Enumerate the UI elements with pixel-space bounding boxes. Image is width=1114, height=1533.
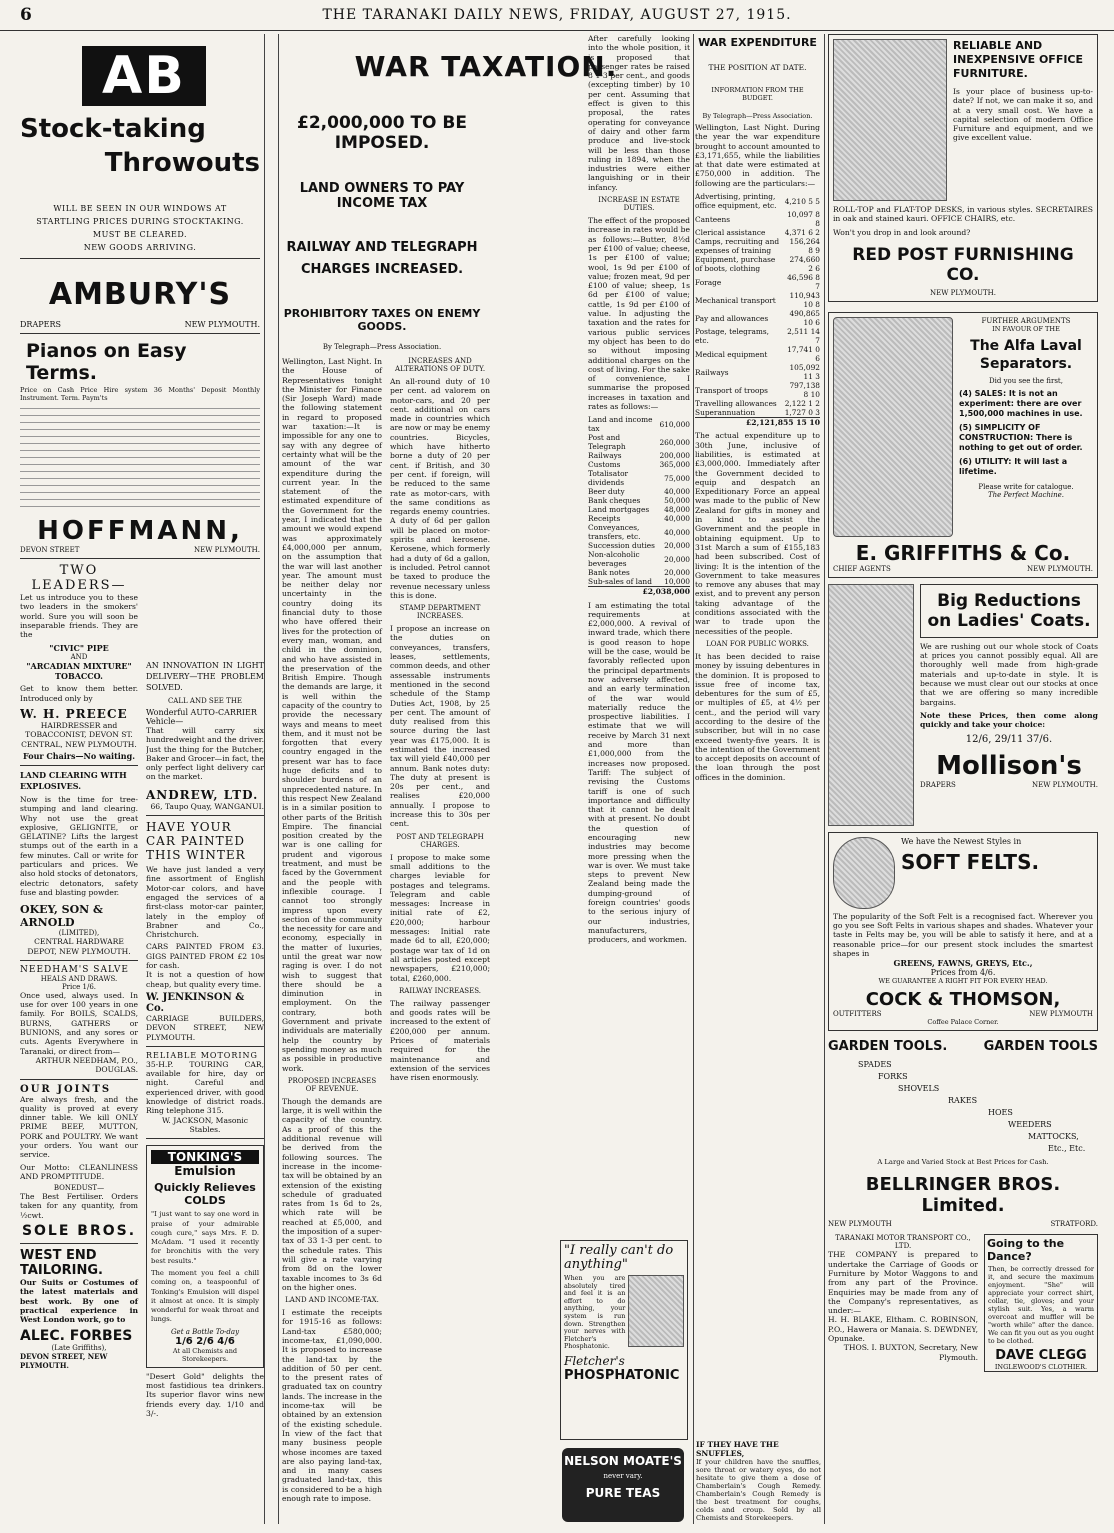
bellringer-footer [828,1220,1098,1228]
andrew-body: That will carry six hundredweight and the driver. Just the thing for the Butcher, Baker and Grocer—in fact, the only perfect light delivery car on the market. [146,726,264,782]
masthead [0,0,1114,31]
alfa-point-6: (6) UTILITY: It will last a lifetime. [959,456,1068,476]
garden-heading-right: GARDEN TOOLS [983,1039,1098,1055]
leaders-pipe: "CIVIC" PIPE [49,643,109,654]
row-label: Totalisator dividends [588,469,629,488]
andrew-call: CALL AND SEE THE [167,697,243,705]
masthead-title: THE TARANAKI DAILY NEWS, FRIDAY, AUGUST 27, 1915. [322,7,792,23]
snuffles-body: If your children have the snuffles, sore throat or watery eyes, do not hesitate to give them a dose of Chamberlain's Cough Remedy. Chamberlain's Cough Remedy is the best treatment for coughs, colds and croup. Sold by all Chemists and Storekeepers. [696,1458,821,1522]
row-value: 4,371 6 2 [784,228,820,238]
table-row [588,541,690,550]
tool-item: MATTOCKS, [1028,1132,1079,1142]
page-number: 6 [20,5,32,25]
alfa-laval-ad [828,312,1098,578]
table-row [588,550,690,568]
clearing-body: Now is the time for tree-stumping and land clearing. Why not use the great explosive, GELIGNITE, or GELATINE? Lifts the largest stumps out of the earth in a few minutes. Call or write for particulars and prices. We also hold stocks of detonators, electric detonators, safety fuse and blasting powder. [20,794,138,897]
garden-heading-left: GARDEN TOOLS. [828,1039,948,1055]
row-value: 2,122 1 2 [784,399,820,409]
war-body-1: Wellington, Last Night. In the House of Representatives tonight the Minister for Finance (Sir Joseph Ward) made the following statement in regard to proposed war taxation:—It is impossible for any one to say with any degree of certainty what will be the amount of the war expenditure during the current year. In the statement of the estimated expenditure of the Government for the year, I indicated that the amount we would expend was approximately £4,000,000 per annum, on the assumption that the war will last another year. The amount must be neither delay nor uncertainty in the country doing its financial duty to those who have offered their lives for the protection of every man, woman, and child in the dominion, and who have assisted in the preservation of the British Empire. Though the demands are large, it is well within the capacity of the country to provide the necessary ways and means to meet them, and it must not be forgotten that every country engaged in the present war has to face huge deficits and to shoulder burdens of an unprecedented nature. In this respect New Zealand is in a similar position to other parts of the British Empire. The financial position created by the war is one calling for prudent and vigorous treatment, and must be faced by the Government and the people with inflexible courage. I cannot too strongly impress upon every section of the community the necessity for care and economy, especially in the matter of luxuries, until the great war now raging is over. I do not wish to suggest that there should be a diminution in employment. On the contrary, both Government and private individuals are materially help the country by spending money as much as possible in productive work. [282,357,382,1073]
tonkings-price: 1/6 2/6 4/6 [175,1335,235,1347]
salve-price: Price 1/6. [61,982,97,991]
mollison-heading: Big Reductions on Ladies' Coats. [920,584,1098,638]
ab-body: WILL BE SEEN IN OUR WINDOWS AT STARTLING PRICES DURING STOCKTAKING. [36,204,244,226]
war-body-4: An all-round duty of 10 per cent. ad valorem on motor-cars, and 20 per cent. additional on cars made in countries which are now or may be enemy countries. Bicycles, which have hitherto borne a duty of 20 per cent. if British, and 30 per cent. if foreign, will be reduced to the same rate as motor-cars, with the same conditions as regards enemy countries. A duty of 6d per gallon will be placed on motor-spirits and kerosene. Kerosene, which formerly had a duty of 6d a gallon, is included. Petrol cannot be taxed to produce the revenue necessary unless this is done. [390,377,490,600]
pianos-title: Pianos on Easy Terms. [26,340,187,384]
clegg-sub: INGLEWOOD'S CLOTHIER. [994,1363,1088,1372]
row-label: Succession duties [588,541,655,551]
war-body-3: I estimate the receipts for 1915-16 as follows: Land-tax £580,000; income-tax, £1,090,000. It is proposed to increase the land-tax by the addition of 50 per cent. to the present rates of graduated tax on country lands. The increase in the income-tax will be obtained by an extension of the existing schedule. In view of the fact that many business people whose incomes are taxed are also paying land-tax, and in many cases graduated land-tax, this is considered to be a high enough rate to impose. [282,1308,382,1504]
row-label: Bank notes [588,568,630,578]
row-value: 20,000 [664,554,690,564]
alfa-perfect: The Perfect Machine. [987,490,1064,499]
griffiths-name: E. GRIFFITHS & Co. [855,540,1071,565]
war-table-total: £2,038,000 [588,586,690,596]
row-label: Equipment, purchase of boots, clothing [695,255,776,274]
tool-item: HOES [988,1108,1013,1118]
tonkings-emulsion: Emulsion [174,1164,236,1179]
table-row [588,514,690,523]
table-row [588,523,690,541]
warexp-sub: THE POSITION AT DATE. [708,63,807,72]
war-sub-revenue: PROPOSED INCREASES OF REVENUE. [287,1076,377,1093]
table-row [695,399,820,408]
row-label: Superannuation [695,408,756,418]
okey-address: CENTRAL HARDWARE DEPOT, NEW PLYMOUTH. [27,937,131,956]
phosphatonic-portrait-image [628,1275,684,1347]
war-body-7: The railway passenger and goods rates will be increased to the extent of £200,000 per annum. Prices of materials required for the maintenance and extension of the services have risen enormously. [390,998,490,1083]
row-label: Conveyances, transfers, etc. [588,523,641,542]
row-value: 48,000 [664,505,690,515]
row-label: Customs [588,460,621,470]
row-value: 610,000 [659,419,690,429]
row-value: 40,000 [664,514,690,524]
pianos-price-table [20,405,260,513]
felts-price: Prices from 4/6. [930,968,996,978]
table-row [588,577,690,586]
alfa-further: FURTHER ARGUMENTS [981,316,1071,325]
row-value: 10,097 8 8 [787,210,820,229]
griffiths-left: CHIEF AGENTS [833,564,891,573]
andrew-address: 66, Taupo Quay, WANGANUI. [150,801,264,811]
office-line: ROLL-TOP and FLAT-TOP DESKS, in various styles. SECRETAIRES in oak and stained kauri. OFFICE CHAIRS, etc. [833,205,1093,224]
phosphatonic-body: When you are absolutely tired and feel it is an effort to do anything, your system is run down. Strengthen your nerves with Fletcher's Phosphatonic. [564,1274,626,1351]
row-label: Canteens [695,214,731,224]
salve-agent: ARTHUR NEEDHAM, P.O., DOUGLAS. [35,1055,138,1075]
mollisons-ad [828,584,1098,826]
war-summary-table [588,415,690,586]
war-sub-duty: INCREASES AND ALTERATIONS OF DUTY. [394,357,486,373]
nelson-moates-ad [562,1448,684,1522]
row-label: Forage [695,277,722,287]
row-label: Mechanical transport [695,295,776,305]
table-row [588,496,690,505]
row-label: Camps, recruiting and expenses of training [695,237,780,256]
salve-body: Once used, always used. In use for over 100 years in one family. For BOILS, SCALDS, BURNS, GATHERS or BUNIONS, and any sores or cuts. Agents Everywhere in Taranaki, or direct from— [20,990,138,1056]
hoffmann-street: DEVON STREET [20,546,80,554]
dance-body: Then, be correctly dressed for it, and secure the maximum enjoyment. "She" will appreciate your correct shirt, collar, tie, gloves; and your stylish suit. Yes, a warm overcoat and muffler will be "worth while" after the dance. We can fit you out as you ought to be clothed. [988,1265,1094,1346]
felt-hat-portrait-image [833,837,895,909]
war-headline-2: £2,000,000 TO BE IMPOSED. [297,113,467,153]
table-row [695,363,820,381]
column-rule [693,34,694,1524]
row-value: 46,596 8 7 [787,273,820,292]
ab-logo: AB [82,46,206,106]
clearing-heading: LAND CLEARING WITH EXPLOSIVES. [20,769,127,791]
transport-ad [828,1234,978,1372]
leaders-tobacco: "ARCADIAN MIXTURE" TOBACCO. [26,661,132,682]
carpaint-note: It is not a question of how cheap, but quality every time. [146,970,264,989]
table-row [588,415,690,433]
okey-name: OKEY, SON & ARNOLD [20,903,103,930]
table-row [695,291,820,309]
forbes-late: (Late Griffiths), [51,1343,107,1352]
war-body-6: I propose to make some small additions to the charges leviable for postages and telegrams. Telegram and cable messages: Increase in initial rate of £2, £20,000; harbour messages: Initial rate made 6d to all, £20,000; postage war tax of 1d on all articles posted except newspapers, £210,000; total, £260,000. [390,852,490,983]
nelson-brand: NELSON MOATE'S [564,1454,682,1468]
tonkings-ad [146,1145,264,1368]
warexp-info: INFORMATION FROM THE BUDGET. [711,86,804,102]
rolltop-desk-image [833,39,947,201]
table-row [695,237,820,255]
jenkinson-address: CARRIAGE BUILDERS, DEVON STREET, NEW PLYMOUTH. [146,1013,264,1042]
motoring-body: 35-H.P. TOURING CAR, available for hire, day or night. Careful and experienced driver, with good knowledge of district roads. Ring telephone 315. [146,1059,264,1116]
column-rule [824,34,825,1524]
nelson-note: never vary. [603,1472,643,1480]
war-headline-4: RAILWAY AND TELEGRAPH CHARGES INCREASED. [286,240,478,277]
row-label: Clerical assistance [695,228,766,238]
hoffmann-name: HOFFMANN, [37,516,243,546]
table-row [695,345,820,363]
pianos-column-heading: Price on Cash Price Hire system 36 Months' Deposit Monthly Instrument. Term. Paym'ts [20,386,260,402]
cock-thomson-footer [833,1010,1093,1018]
table-row [695,408,820,417]
war-body-5: I propose an increase on the duties on conveyances, transfers, leases, settlements, common deeds, and other assessable instruments mentioned in the second schedule of the Stamp Duties Act, 1908, by 25 per cent. The amount of duty realised from this source during the last year was £175,000. It is estimated the increased tax will yield £40,000 per annum. Bank notes duty: The duty at present is 20s per cent., and realises £20,000 annually. I propose to increase this to 30s per cent. [390,624,490,829]
office-body: Is your place of business up-to-date? If not, we can make it so, and at a very small cost. We have a capital selection of modern Office Furniture and equipment, and we give excellent value. [953,87,1093,143]
office-question: Won't you drop in and look around? [833,227,971,237]
row-label: Postage, telegrams, etc. [695,327,769,346]
table-row [588,487,690,496]
row-label: Railways [695,367,729,377]
warexp-body-2: The actual expenditure up to 30th June, inclusive of liabilities, is estimated at £3,000,000. Immediately after the Government decided to equip and despatch an Expeditionary Force an appeal was made to the public of New Zealand for gifts in money and in kind to assist the Government and the people in obtaining equipment. Up to 31st March a sum of £155,183 had been subscribed. Cost of living: It is the intention of the Government to take measures to remove any abuses that may exist, and to prevent any person taking advantage of the conditions associated with the war to trade upon the necessities of the people. [695,431,820,636]
column-rule [278,34,279,1524]
preece-chairs: Four Chairs—No waiting. [23,750,135,761]
tonkings-chemists: At all Chemists and Storekeepers. [172,1346,238,1363]
column-right-ads [828,34,1098,1524]
salve-heading: NEEDHAM'S SALVE [20,964,129,975]
phosphatonic-brand-2: PHOSPHATONIC [564,1367,680,1383]
alfa-catalogue: Please write for catalogue. [978,482,1074,491]
table-row [695,192,820,210]
row-value: 75,000 [664,473,690,483]
war-sub-estate: INCREASE IN ESTATE DUTIES. [598,196,680,213]
table-row [588,433,690,451]
phosphatonic-heading: "I really can't do anything" [564,1243,674,1272]
andrew-firm: ANDREW, LTD. [146,787,259,802]
warexp-body-3: It has been decided to raise money by issuing debentures in the dominion. It is proposed to issue free of income tax, debentures for the sum of £5, or multiples of £5, at 4½ per cent., and the period will vary according to the desire of the subscriber, but will in no case exceed twenty-five years. It is the intention of the Government to accept deposits on account of the loan through the post offices in the dominion. [695,651,820,782]
andrew-innovation: AN INNOVATION IN LIGHT DELIVERY—THE PROBLEM SOLVED. [146,661,264,692]
table-row [695,210,820,228]
tailoring-body: Our Suits or Costumes of the latest materials and best work. By one of practical experience in West London work, go to [20,1278,138,1325]
row-value: 2,511 14 7 [787,327,820,346]
snuffles-heading: IF THEY HAVE THE SNUFFLES, [696,1440,779,1458]
mollison-body: We are rushing out our whole stock of Coats at prices you cannot possibly equal. All are thoroughly well made from high-grade materials and up-to-date in style. It is because we must clear out our stocks at once that we are offering so many incredible bargains. [920,641,1098,707]
bellringer-left: NEW PLYMOUTH [828,1220,892,1229]
griffiths-right: NEW PLYMOUTH. [1027,564,1093,573]
war-sub-land-income: LAND AND INCOME-TAX. [285,1296,379,1305]
row-value: 200,000 [659,451,690,461]
cock-thomson-left: OUTFITTERS [833,1010,882,1019]
row-label: Pay and allowances [695,313,769,323]
tool-item: FORKS [878,1072,908,1082]
war-headline-1: WAR TAXATION. [354,50,618,83]
griffiths-footer [833,565,1093,573]
transport-sign: THOS. I. BUXTON, Secretary, New Plymouth. [843,1343,978,1362]
row-value: 1,727 0 3 [784,408,820,418]
row-value: 17,741 0 6 [787,345,820,364]
tool-item: WEEDERS [1008,1120,1052,1130]
row-value: 4,210 5 5 [784,196,820,206]
red-post-town: NEW PLYMOUTH. [930,288,996,297]
ab-line-cleared: MUST BE CLEARED. [92,230,188,239]
war-sub-post: POST AND TELEGRAPH CHARGES. [396,832,484,849]
transport-reps: H. H. BLAKE, Eltham. C. ROBINSON, P.O., Hawera or Manaia. S. DEWDNEY, Opunake. [828,1315,978,1344]
column-war-expenditure [695,34,820,1524]
row-label: Beer duty [588,487,625,497]
garden-tools-list [828,1054,1098,1154]
row-value: 365,000 [659,460,690,470]
desert-gold-note: "Desert Gold" delights the most fastidious tea drinkers. Its superior flavor wins new friends every day. 1/10 and 3/-. [146,1371,264,1418]
row-value: 40,000 [664,527,690,537]
alfa-question: Did you see the first, [989,376,1063,385]
table-row [588,460,690,469]
bonedust-heading: BONEDUST— [53,1184,105,1193]
cock-thomson-right: NEW PLYMOUTH [1029,1010,1093,1019]
amburys-left: DRAPERS [20,320,61,329]
warexp-body: Wellington, Last Night. During the year the war expenditure brought to account amounted to £3,171,655, while the liabilities at that date were estimated at £750,000 in addition. The following are the particulars:— [695,123,820,188]
row-value: 260,000 [659,437,690,447]
left-subcolumn-a [20,563,138,1370]
soft-felts-ad [828,832,1098,1031]
amburys-right: NEW PLYMOUTH. [184,320,260,329]
column-left-inner-ads [146,660,264,1524]
tool-item: SPADES [858,1060,892,1070]
warexp-loan-heading: LOAN FOR PUBLIC WORKS. [706,639,809,648]
column-rule [264,34,265,1524]
alfa-favour: IN FAVOUR OF THE [992,324,1060,333]
red-post-name: RED POST FURNISHING CO. [852,244,1074,285]
leaders-and: AND [70,653,88,662]
tonkings-brand: TONKING'S [151,1150,259,1164]
row-value: 40,000 [664,487,690,497]
table-row [695,255,820,273]
row-label: Post and Telegraph [588,433,626,452]
row-label: Travelling allowances [695,399,777,409]
war-sub-railway: RAILWAY INCREASES. [399,986,481,995]
ab-headline-stocktaking: Stock-taking [20,114,206,144]
joints-heading: OUR JOINTS [20,1083,112,1095]
amburys-name: AMBURY'S [48,277,232,312]
tonkings-quote: "I just want to say one word in praise of your admirable cough cure," says Mrs. F. D. McAdam. "I used it recently for bronchitis with the very best results." [151,1210,259,1265]
bottom-right-ads [828,1234,1098,1372]
separator-machine-image [833,317,953,537]
forbes-address: DEVON STREET, NEW PLYMOUTH. [20,1351,108,1370]
war-subcolumn-1 [282,357,382,1503]
preece-address: HAIRDRESSER and TOBACCONIST, DEVON ST. CENTRAL, NEW PLYMOUTH. [21,721,137,749]
sole-bros-name: SOLE BROS. [21,1223,137,1240]
leaders-body: Let us introduce you to these two leaders in the smokers' world. Sure you will soon be inseparable friends. They are the [20,593,138,640]
snuffles-ad [696,1440,821,1522]
row-label: Railways [588,451,622,461]
ab-headline-throwouts: Throwouts [104,148,260,178]
carpaint-price: CARS PAINTED FROM £3. GIGS PAINTED FROM £2 10s for cash. [146,942,264,971]
war-body-2: Though the demands are large, it is well within the capacity of the country. As a proof of this the additional revenue will be derived from the following sources. The increase in the income-tax will be obtained by an extension of the existing schedule of graduated rates from 1s 6d to 2s, which rate will be reached at £5,000, and the imposition of a super-tax of 33 1-3 per cent. to the schedule rates. This will give a rate varying from 8d on the lower taxable incomes to 3s 6d on the higher ones. [282,1096,382,1292]
war-headline-3: LAND OWNERS TO PAY INCOME TAX [299,181,465,211]
row-value: 797,138 8 10 [789,381,820,400]
tool-item: Etc., Etc. [1048,1144,1086,1154]
mollison-footer [920,781,1098,789]
alfa-point-5: (5) SIMPLICITY OF CONSTRUCTION: There is nothing to get out of order. [959,422,1083,452]
carpaint-heading: HAVE YOUR CAR PAINTED THIS WINTER [146,820,246,863]
war-sub-stamp: STAMP DEPARTMENT INCREASES. [399,604,481,621]
war-headline-5: PROHIBITORY TAXES ON ENEMY GOODS. [283,307,481,333]
table-row [695,228,820,237]
tool-item: SHOVELS [898,1084,940,1094]
transport-heading: TARANAKI MOTOR TRANSPORT CO., LTD. [835,1234,971,1251]
garden-tools-ad [828,1039,1098,1228]
tailoring-heading: WEST END TAILORING. [20,1248,103,1279]
tool-item: RAKES [948,1096,978,1106]
dance-heading: Going to the Dance? [987,1237,1065,1264]
row-label: Land and income tax [588,415,653,434]
tonkings-relieves: Quickly Relieves COLDS [154,1181,256,1208]
row-value: 110,943 10 8 [789,291,820,310]
preece-name: W. H. PREECE [20,707,128,722]
hoffmann-town: NEW PLYMOUTH. [194,546,260,554]
clegg-name: DAVE CLEGG [995,1348,1087,1364]
row-value: 20,000 [664,541,690,551]
leaders-heading: TWO LEADERS— [31,563,127,593]
warexp-total: £2,121,855 15 10 [695,417,820,427]
row-label: Sub-sales of land [588,577,652,587]
row-value: 274,660 2 6 [789,255,820,274]
joints-body: Are always fresh, and the quality is proved at every dinner table. We kill ONLY PRIME BEEF, MUTTON, PORK and POULTRY. We want your orders. You want our service. [20,1094,138,1160]
transport-body: THE COMPANY is prepared to undertake the Carriage of Goods or Furniture by Motor Waggons to and from any part of the Province. Enquiries may be made from any of the Company's representatives, as under:— [828,1250,978,1316]
felts-colors: GREENS, FAWNS, GREYS, Etc., [893,958,1033,969]
row-label: Receipts [588,514,621,524]
row-value: 50,000 [664,496,690,506]
hoffmann-footer [20,546,260,554]
cock-thomson-corner: Coffee Palace Corner. [927,1018,999,1027]
mollison-left: DRAPERS [920,780,956,789]
dance-ad [984,1234,1098,1372]
tonkings-body: The moment you feel a chill coming on, a teaspoonful of Tonking's Emulsion will dispel it almost at once. It is simply wonderful for weak throat and lungs. [151,1268,259,1324]
table-row [695,309,820,327]
amburys-footer [20,320,260,329]
mollison-note: Note these Prices, then come along quickly and take your choice: [920,710,1098,730]
office-furniture-ad [828,34,1098,302]
war-byline: By Telegraph—Press Association. [322,343,442,351]
phosphatonic-ad [560,1240,688,1440]
ladies-coat-illustration [828,584,914,826]
forbes-name: ALEC. FORBES [20,1327,133,1344]
row-value: 105,092 11 3 [789,363,820,382]
row-value: 10,000 [664,577,690,587]
motoring-heading: RELIABLE MOTORING [146,1050,258,1060]
bonedust-body: The Best Fertiliser. Orders taken for any quantity, from ½cwt. [20,1192,138,1220]
warexp-table [695,192,820,417]
war-subcolumn-2 [390,357,490,1503]
table-row [588,505,690,514]
okey-limited: (LIMITED), [58,929,100,938]
row-label: Advertising, printing, office equipment, etc. [695,192,777,211]
salve-sub: HEALS AND DRAWS. [40,974,118,983]
mollison-prices: 12/6, 29/11 37/6. [965,733,1053,745]
joints-motto: Our Motto: CLEANLINESS AND PROMPTITUDE. [20,1162,138,1181]
carpaint-body: We have just landed a very fine assortment of English Motor-car colors, and have engaged the services of a first-class motor-car painter, lately in the employ of Brabner and Co., Christchurch. [146,865,264,940]
alfa-name: The Alfa Laval Separators. [970,337,1082,372]
bellringer-right: STRATFORD. [1050,1220,1098,1229]
felts-body: The popularity of the Soft Felt is a recognised fact. Wherever you go you see Soft Felts in various shapes and shades. Whatever your taste in Felts may be, you will be able to satisfy it here, and at a reasonable price—for our present stock includes the smartest shapes in [833,911,1093,959]
felts-heading: SOFT FELTS. [901,849,1040,874]
alfa-point-4: (4) SALES: It is not an experiment: there are over 1,500,000 machines in use. [959,388,1083,418]
war-body-8: After carefully looking into the whole position, it is proposed that passenger rates be raised 8 1-3 per cent., and goods (excepting timber) by 10 per cent. Assuming that effect is given to this proposal, the rates operating for conveyance of dairy and other farm produce and live-stock will be less than those ruling in 1894, when the industries were either languishing or in their infancy. [588,34,690,192]
ab-line-new-goods: NEW GOODS ARRIVING. [83,243,197,252]
felts-guarantee: WE GUARANTEE A RIGHT FIT FOR EVERY HEAD. [878,977,1048,986]
table-row [695,327,820,345]
table-row [588,451,690,460]
war-body-10: I am estimating the total requirements at £2,000,000. A revival of inward trade, which there is good reason to hope will be the case, would be favorably reflected upon the principal departments now adversely affected, and an early termination of the war would materially reduce the prospective liabilities. I estimate that we will receive by March 31 next and more than £1,000,000 from the increases now proposed. Tariff: The subject of revising the Customs tariff is one of such importance and difficulty that it cannot be dealt with at present. No doubt the question of encouraging new industries may become more pressing when the war is over. We must take steps to prevent New Zealand being made the dumping-ground of foreign countries' goods to the serious injury of our industries, manufacturers, producers, and workmen. [588,600,690,945]
leaders-tail: Get to know them better. Introduced only by [20,684,138,703]
felts-intro: We have the Newest Styles in [901,836,1022,846]
andrew-autocarrier: Wonderful AUTO-CARRIER Vehicle— [146,708,257,726]
warexp-headline: WAR EXPENDITURE [698,36,817,49]
war-body-9: The effect of the proposed increase in rates would be as follows:—Butter, 8½d per £100 of value; cheese, 1s per £100 of value; wool, 1s 9d per £100 of value; frozen meat, 9d per £100 of value; sheep, 1s 6d per £100 of value; cattle, 1s 9d per £100 of value. In adjusting the taxation and the rates for various public services my object has been to do so without imposing additional charges on the cost of living. For the sake of convenience, I summarise the proposed increases in taxation and rates as follows:— [588,216,690,411]
table-row [695,381,820,399]
mollison-name: Mollison's [936,750,1082,781]
mollison-right: NEW PLYMOUTH. [1032,780,1098,789]
motoring-sign: W. JACKSON, Masonic Stables. [161,1115,249,1134]
phosphatonic-brand: Fletcher's [564,1353,625,1368]
row-label: Transport of troops [695,385,768,395]
row-label: Land mortgages [588,505,650,515]
row-label: Medical equipment [695,349,768,359]
row-label: Non-alcoholic beverages [588,550,640,569]
row-value: 20,000 [664,568,690,578]
tonkings-get: Get a Bottle To-day [170,1327,240,1336]
row-value: 156,264 8 9 [789,237,820,256]
warexp-byline: By Telegraph—Press Association. [702,112,813,120]
cock-thomson-name: COCK & THOMSON, [865,989,1061,1011]
garden-note: A Large and Varied Stock at Best Prices for Cash. [877,1158,1049,1167]
table-row [695,273,820,291]
table-row [588,469,690,487]
jenkinson-name: W. JENKINSON & Co. [146,991,245,1014]
bellringer-name: BELLRINGER BROS. Limited. [865,1174,1061,1217]
table-row [588,568,690,577]
row-value: 490,865 10 6 [789,309,820,328]
office-heading: RELIABLE AND INEXPENSIVE OFFICE FURNITURE. [953,39,1084,80]
row-label: Bank cheques [588,496,641,506]
nelson-sub: PURE TEAS [585,1486,661,1500]
